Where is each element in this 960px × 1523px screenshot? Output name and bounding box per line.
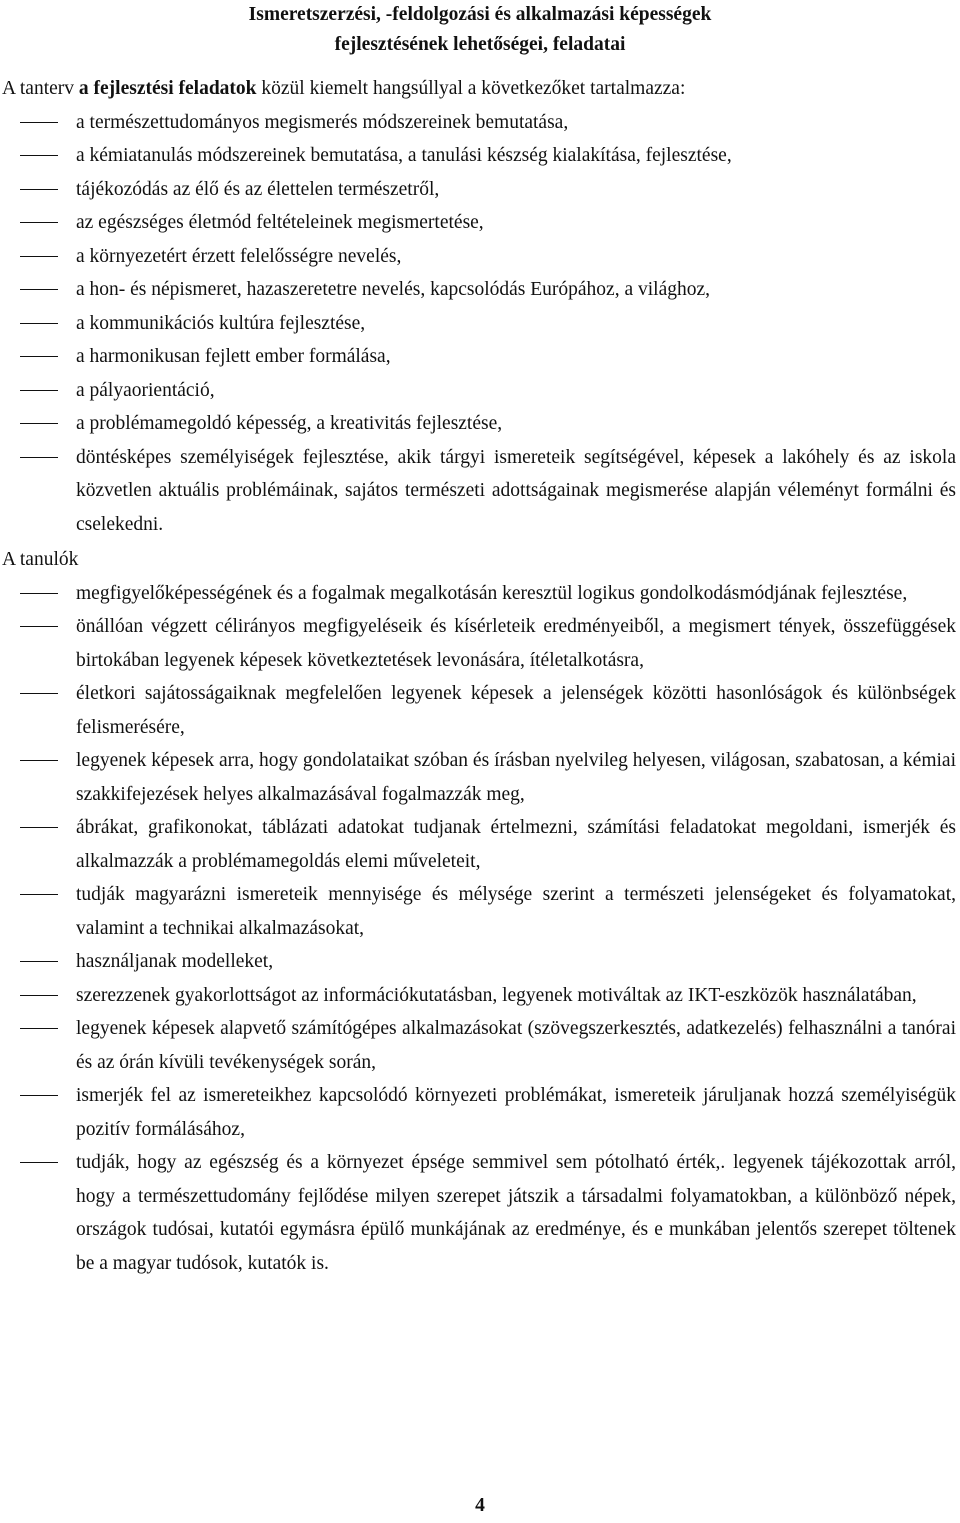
list-item: az egészséges életmód feltételeinek megismertetése, bbox=[0, 206, 960, 240]
list-item: használjanak modelleket, bbox=[0, 945, 960, 979]
list-item: legyenek képesek arra, hogy gondolataikat szóban és írásban nyelvileg helyesen, világosan, szabatosan, a kémiai szakkifejezések helyes alkalmazásával fogalmazzák meg, bbox=[0, 744, 960, 811]
dash-bullet-icon bbox=[20, 356, 58, 357]
dash-bullet-icon bbox=[20, 423, 58, 424]
page-number: 4 bbox=[475, 1495, 485, 1516]
list-item: ismerjék fel az ismereteikhez kapcsolódó környezeti problémákat, ismereteik járuljanak hozzá személyiségük pozitív formálásához, bbox=[0, 1079, 960, 1146]
list-item: a kommunikációs kultúra fejlesztése, bbox=[0, 307, 960, 341]
list-item: a környezetért érzett felelősségre nevelés, bbox=[0, 240, 960, 274]
dash-bullet-icon bbox=[20, 323, 58, 324]
list-item: ábrákat, grafikonokat, táblázati adatokat tudjanak értelmezni, számítási feladatokat megoldani, ismerjék és alkalmazzák a problémamegoldás elemi műveleteit, bbox=[0, 811, 960, 878]
dash-bullet-icon bbox=[20, 1095, 58, 1096]
intro-text-bold: a fejlesztési feladatok bbox=[78, 78, 257, 99]
dash-bullet-icon bbox=[20, 189, 58, 190]
dash-bullet-icon bbox=[20, 155, 58, 156]
list-item: életkori sajátosságaiknak megfelelően legyenek képesek a jelenségek közötti hasonlóságok és különbségek felismerésére, bbox=[0, 677, 960, 744]
dash-bullet-icon bbox=[20, 122, 58, 123]
dash-bullet-icon bbox=[20, 222, 58, 223]
list-item: önállóan végzett célirányos megfigyeléseik és kísérleteik eredményeiből, a megismert tények, összefüggések birtokában legyenek képesek következtetések levonására, ítéletalkotásra, bbox=[0, 610, 960, 677]
development-tasks-list bbox=[0, 106, 960, 542]
title-line-2: fejlesztésének lehetőségei, feladatai bbox=[334, 34, 626, 55]
dash-bullet-icon bbox=[20, 827, 58, 828]
dash-bullet-icon bbox=[20, 256, 58, 257]
dash-bullet-icon bbox=[20, 457, 58, 458]
dash-bullet-icon bbox=[20, 1028, 58, 1029]
dash-bullet-icon bbox=[20, 995, 58, 996]
list-item: a hon- és népismeret, hazaszeretetre nevelés, kapcsolódás Európához, a világhoz, bbox=[0, 273, 960, 307]
intro-text-before: A tanterv bbox=[2, 78, 79, 99]
list-item: tájékozódás az élő és az élettelen természetről, bbox=[0, 173, 960, 207]
dash-bullet-icon bbox=[20, 626, 58, 627]
list-item: megfigyelőképességének és a fogalmak megalkotásán keresztül logikus gondolkodásmódjának fejlesztése, bbox=[0, 577, 960, 611]
student-goals-list bbox=[0, 577, 960, 1281]
list-item: a természettudományos megismerés módszereinek bemutatása, bbox=[0, 106, 960, 140]
section-label-students: A tanulók bbox=[2, 549, 79, 570]
dash-bullet-icon bbox=[20, 760, 58, 761]
list-item: a problémamegoldó képesség, a kreativitás fejlesztése, bbox=[0, 407, 960, 441]
list-item: döntésképes személyiségek fejlesztése, akik tárgyi ismereteik segítségével, képesek a lakóhely és az iskola közvetlen aktuális problémáinak, sajátos természeti adottságainak megismerése alapján véleményt formálni és cselekedni. bbox=[0, 441, 960, 542]
intro-text-after: közül kiemelt hangsúllyal a következőket tartalmazza: bbox=[256, 78, 686, 99]
list-item: a kémiatanulás módszereinek bemutatása, a tanulási készség kialakítása, fejlesztése, bbox=[0, 139, 960, 173]
list-item: a pályaorientáció, bbox=[0, 374, 960, 408]
title-line-1: Ismeretszerzési, -feldolgozási és alkalmazási képességek bbox=[248, 4, 712, 25]
list-item: tudják, hogy az egészség és a környezet épsége semmivel sem pótolható érték,. legyenek tájékozottak arról, hogy a természettudomány fejlődése milyen szerepet játszik a társadalmi folyamatokban, a különböző népek, országok tudósai, kutatói egymásra épülő munkájának az eredménye, és e munkában jelentős szerepet töltenek be a magyar tudósok, kutatók is. bbox=[0, 1146, 960, 1280]
page-title bbox=[0, 0, 960, 60]
dash-bullet-icon bbox=[20, 961, 58, 962]
list-item: tudják magyarázni ismereteik mennyisége és mélysége szerint a természeti jelenségeket és folyamatokat, valamint a technikai alkalmazásokat, bbox=[0, 878, 960, 945]
dash-bullet-icon bbox=[20, 593, 58, 594]
dash-bullet-icon bbox=[20, 693, 58, 694]
list-item: szerezzenek gyakorlottságot az információkutatásban, legyenek motiváltak az IKT-eszközök használatában, bbox=[0, 979, 960, 1013]
list-item: legyenek képesek alapvető számítógépes alkalmazásokat (szövegszerkesztés, adatkezelés) felhasználni a tanórai és az órán kívüli tevékenységek során, bbox=[0, 1012, 960, 1079]
dash-bullet-icon bbox=[20, 894, 58, 895]
dash-bullet-icon bbox=[20, 289, 58, 290]
dash-bullet-icon bbox=[20, 1162, 58, 1163]
list-item: a harmonikusan fejlett ember formálása, bbox=[0, 340, 960, 374]
intro-paragraph bbox=[2, 72, 960, 106]
dash-bullet-icon bbox=[20, 390, 58, 391]
